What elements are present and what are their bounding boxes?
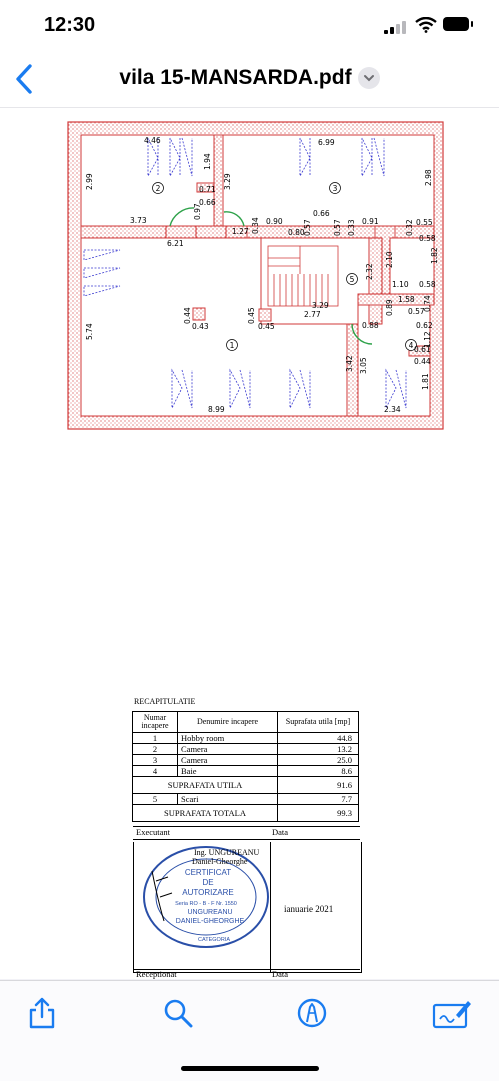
svg-text:DANIEL-GHEORGHE: DANIEL-GHEORGHE bbox=[175, 918, 245, 925]
cell-area: 44.8 bbox=[278, 733, 359, 744]
recap-table bbox=[132, 711, 359, 822]
dim-label: 0.34 bbox=[251, 217, 260, 234]
dim-label: 1.12 bbox=[423, 331, 432, 348]
dim-label: 0.44 bbox=[183, 307, 192, 324]
header-num: Numar incapere bbox=[133, 712, 178, 733]
room-marker-5: 5 bbox=[349, 275, 355, 284]
dim-label: 0.33 bbox=[347, 219, 356, 236]
cell-num: 2 bbox=[133, 744, 178, 755]
cell-area: 13.2 bbox=[278, 744, 359, 755]
pdf-page-blank-area bbox=[0, 463, 499, 673]
header-name: Denumire incapere bbox=[178, 712, 278, 733]
room-marker-4: 4 bbox=[408, 341, 414, 350]
share-icon[interactable] bbox=[24, 995, 60, 1031]
dim-label: 1.10 bbox=[392, 280, 409, 289]
dim-label: 8.99 bbox=[208, 405, 225, 414]
status-bar bbox=[0, 0, 499, 52]
dim-label: 0.44 bbox=[414, 357, 431, 366]
room-marker-1: 1 bbox=[229, 341, 235, 350]
svg-text:UNGUREANU: UNGUREANU bbox=[187, 909, 233, 916]
table-row bbox=[133, 794, 359, 805]
dim-label: 0.89 bbox=[385, 299, 394, 316]
svg-text:Seria RO - B - F Nr. 1550: Seria RO - B - F Nr. 1550 bbox=[175, 901, 237, 907]
cell-num: 3 bbox=[133, 755, 178, 766]
executant-label: Executant bbox=[136, 827, 170, 837]
svg-text:CATEGORIA: CATEGORIA bbox=[198, 937, 230, 943]
dim-label: 2.98 bbox=[424, 169, 433, 186]
battery-icon bbox=[443, 17, 469, 31]
cell-name: Hobby room bbox=[178, 733, 278, 744]
search-icon[interactable] bbox=[160, 995, 196, 1031]
dim-label: 2.34 bbox=[384, 405, 401, 414]
pdf-page-floor-plan bbox=[0, 108, 499, 463]
dim-label: 0.62 bbox=[416, 321, 433, 330]
data-label: Data bbox=[272, 827, 289, 837]
useful-area-label: SUPRAFATA UTILA bbox=[133, 777, 278, 794]
cell-area: 8.6 bbox=[278, 766, 359, 777]
total-area-value: 99.3 bbox=[278, 805, 359, 822]
dim-label: 0.66 bbox=[199, 198, 216, 207]
markup-pen-icon[interactable] bbox=[294, 995, 330, 1031]
dim-label: 5.74 bbox=[85, 323, 94, 340]
cell-name: Camera bbox=[178, 755, 278, 766]
cell-name: Camera bbox=[178, 744, 278, 755]
table-header-row bbox=[133, 712, 359, 733]
cell-area: 25.0 bbox=[278, 755, 359, 766]
chevron-down-icon[interactable] bbox=[358, 67, 380, 89]
floor-plan-drawing bbox=[0, 108, 499, 463]
dim-label: 0.97 bbox=[193, 203, 202, 220]
dim-label: 1.82 bbox=[430, 247, 439, 264]
dim-label: 0.66 bbox=[313, 209, 330, 218]
dim-label: 3.42 bbox=[345, 355, 354, 372]
recap-title: RECAPITULATIE bbox=[134, 697, 196, 706]
room-marker-2: 2 bbox=[155, 184, 161, 193]
dim-label: 0.90 bbox=[266, 217, 283, 226]
svg-text:AUTORIZARE: AUTORIZARE bbox=[182, 888, 234, 897]
table-row bbox=[133, 755, 359, 766]
home-indicator bbox=[181, 1066, 319, 1071]
dim-label: 1.81 bbox=[421, 373, 430, 390]
receptionat-label: Receptionat bbox=[136, 969, 177, 979]
pdf-page-recap bbox=[0, 673, 499, 979]
dim-label: 0.58 bbox=[419, 234, 436, 243]
header-area: Suprafata utila [mp] bbox=[278, 712, 359, 733]
dim-label: 1.58 bbox=[398, 295, 415, 304]
date-value: ianuarie 2021 bbox=[284, 904, 334, 914]
svg-text:Ing. UNGUREANU: Ing. UNGUREANU bbox=[194, 848, 260, 857]
dim-label: 0.32 bbox=[405, 219, 414, 236]
cell-name: Baie bbox=[178, 766, 278, 777]
dim-label: 1.27 bbox=[232, 227, 249, 236]
dim-label: 4.46 bbox=[144, 136, 161, 145]
dim-label: 2.32 bbox=[365, 263, 374, 280]
dim-label: 2.99 bbox=[85, 173, 94, 190]
dim-label: 3.29 bbox=[223, 173, 232, 190]
dim-label: 0.57 bbox=[303, 219, 312, 236]
useful-area-row bbox=[133, 777, 359, 794]
dim-label: 0.45 bbox=[247, 307, 256, 324]
dim-label: 0.43 bbox=[192, 322, 209, 331]
data-label-2: Data bbox=[272, 969, 289, 979]
dim-label: 0.74 bbox=[423, 295, 432, 312]
dim-label: 3.29 bbox=[312, 301, 329, 310]
table-row bbox=[133, 766, 359, 777]
dim-label: 3.73 bbox=[130, 216, 147, 225]
dim-label: 0.58 bbox=[419, 280, 436, 289]
dim-label: 2.77 bbox=[304, 310, 321, 319]
dim-label: 0.55 bbox=[416, 218, 433, 227]
document-title: vila 15-MANSARDA.pdf bbox=[119, 66, 352, 89]
document-title-area[interactable] bbox=[0, 66, 499, 90]
navigation-bar bbox=[0, 52, 499, 108]
svg-text:CERTIFICAT: CERTIFICAT bbox=[184, 868, 232, 877]
signature-icon[interactable] bbox=[432, 995, 472, 1031]
svg-text:Daniel-Gheorghe: Daniel-Gheorghe bbox=[192, 857, 248, 866]
dim-label: 0.57 bbox=[408, 307, 425, 316]
table-row bbox=[133, 733, 359, 744]
dim-label: 0.45 bbox=[258, 322, 275, 331]
dim-label: 6.21 bbox=[167, 239, 184, 248]
dim-label: 3.05 bbox=[359, 357, 368, 374]
status-time: 12:30 bbox=[44, 14, 96, 36]
dim-label: 0.57 bbox=[333, 219, 342, 236]
dim-label: 0.91 bbox=[362, 217, 379, 226]
table-row bbox=[133, 744, 359, 755]
cell-name: Scari bbox=[178, 794, 278, 805]
dim-label: 0.71 bbox=[199, 185, 216, 194]
cell-num: 4 bbox=[133, 766, 178, 777]
useful-area-value: 91.6 bbox=[278, 777, 359, 794]
cell-area: 7.7 bbox=[278, 794, 359, 805]
dim-label: 0.80 bbox=[288, 228, 305, 237]
dim-label: 0.61 bbox=[414, 345, 431, 354]
svg-text:DE: DE bbox=[202, 878, 214, 887]
room-marker-3: 3 bbox=[332, 184, 338, 193]
total-area-label: SUPRAFATA TOTALA bbox=[133, 805, 278, 822]
authorization-stamp bbox=[134, 841, 274, 951]
total-area-row bbox=[133, 805, 359, 822]
cell-num: 1 bbox=[133, 733, 178, 744]
dim-label: 6.99 bbox=[318, 138, 335, 147]
dim-label: 0.88 bbox=[362, 321, 379, 330]
wifi-icon bbox=[415, 17, 437, 33]
dim-label: 1.94 bbox=[203, 153, 212, 170]
cellular-signal-icon bbox=[384, 20, 410, 34]
cell-num: 5 bbox=[133, 794, 178, 805]
dim-label: 2.10 bbox=[385, 251, 394, 268]
